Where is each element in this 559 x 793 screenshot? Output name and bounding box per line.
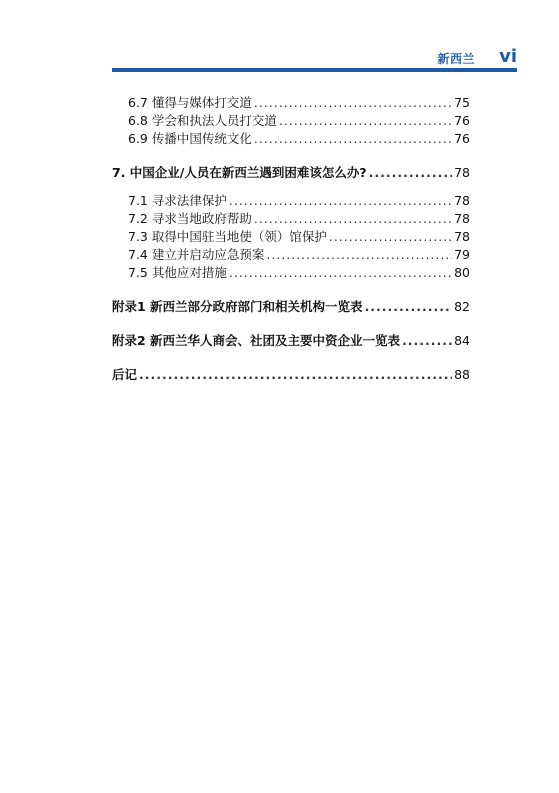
toc-leader-dots: [279, 112, 452, 130]
toc-entry-6-7[interactable]: [112, 94, 470, 112]
spacer: [112, 316, 470, 332]
toc-entry-7-1[interactable]: [112, 192, 470, 210]
spacer: [112, 350, 470, 366]
toc-entry-page: 82: [454, 299, 470, 314]
spacer: [112, 282, 470, 298]
spacer: [112, 148, 470, 164]
toc-entry-6-8[interactable]: [112, 112, 470, 130]
toc-entry-page: 78: [454, 165, 470, 180]
toc-leader-dots: [266, 246, 452, 264]
toc-leader-dots: [329, 228, 452, 246]
toc-entry-label: 7.5 其他应对措施: [128, 265, 227, 280]
toc-entry-label: 6.7 懂得与媒体打交道: [128, 95, 252, 110]
toc-entry-page: 75: [454, 95, 470, 110]
toc-entry-7-5[interactable]: [112, 264, 470, 282]
spacer: [112, 182, 470, 192]
toc-entry-label: 6.8 学会和执法人员打交道: [128, 113, 277, 128]
toc-entry-label: 7. 中国企业/人员在新西兰遇到困难该怎么办?: [112, 165, 367, 180]
toc-appendix-1[interactable]: [112, 298, 470, 316]
table-of-contents: [112, 94, 470, 384]
toc-entry-label: 7.3 取得中国驻当地使（领）馆保护: [128, 229, 327, 244]
toc-leader-dots: [365, 298, 453, 316]
toc-entry-label: 附录1 新西兰部分政府部门和相关机构一览表: [112, 299, 363, 314]
running-header: [112, 44, 517, 70]
toc-entry-label: 7.2 寻求当地政府帮助: [128, 211, 252, 226]
header-title: 新西兰: [437, 52, 475, 66]
toc-entry-page: 78: [454, 211, 470, 226]
toc-entry-page: 80: [454, 265, 470, 280]
toc-leader-dots: [254, 130, 452, 148]
toc-entry-page: 78: [454, 193, 470, 208]
toc-entry-page: 88: [454, 367, 470, 382]
toc-entry-7-2[interactable]: [112, 210, 470, 228]
toc-entry-7-4[interactable]: [112, 246, 470, 264]
toc-entry-6-9[interactable]: [112, 130, 470, 148]
toc-entry-page: 79: [454, 247, 470, 262]
toc-entry-label: 6.9 传播中国传统文化: [128, 131, 252, 146]
header-rule: [112, 68, 517, 72]
toc-leader-dots: [229, 264, 452, 282]
toc-entry-page: 84: [454, 333, 470, 348]
toc-postscript[interactable]: [112, 366, 470, 384]
header-page-number: vi: [499, 46, 517, 67]
toc-leader-dots: [369, 164, 452, 182]
toc-entry-page: 78: [454, 229, 470, 244]
toc-leader-dots: [139, 366, 452, 384]
toc-leader-dots: [254, 94, 452, 112]
toc-entry-label: 7.4 建立并启动应急预案: [128, 247, 265, 262]
toc-appendix-2[interactable]: [112, 332, 470, 350]
toc-entry-page: 76: [454, 131, 470, 146]
toc-entry-page: 76: [454, 113, 470, 128]
toc-leader-dots: [402, 332, 452, 350]
toc-entry-label: 附录2 新西兰华人商会、社团及主要中资企业一览表: [112, 333, 401, 348]
toc-chapter-7[interactable]: [112, 164, 470, 182]
toc-leader-dots: [254, 210, 452, 228]
toc-leader-dots: [229, 192, 452, 210]
toc-entry-7-3[interactable]: [112, 228, 470, 246]
toc-entry-label: 后记: [112, 367, 138, 382]
toc-entry-label: 7.1 寻求法律保护: [128, 193, 227, 208]
